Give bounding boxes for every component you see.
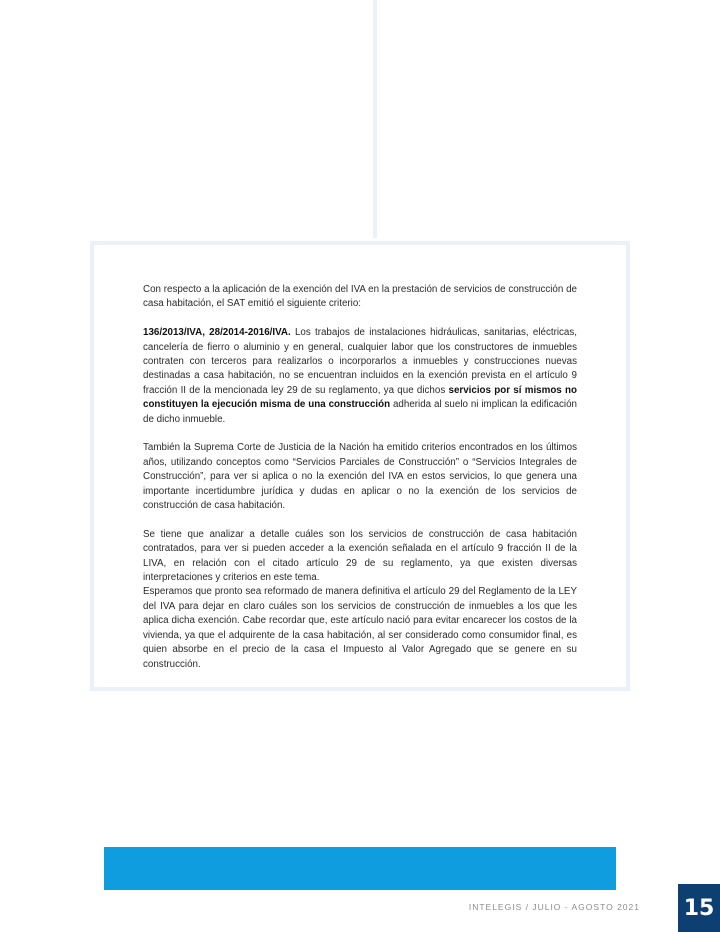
criterion-text-b: adherida al suelo ni implican la edificación de dicho inmueble. [143,399,577,425]
page-number: 15 [678,884,720,932]
criterion-highlight: servicios por sí mismos no constituyen la ejecución misma de una construcción [143,384,577,411]
paragraph-analysis: Se tiene que analizar a detalle cuáles son los servicios de construcción de casa habitación contratados, para ver si pueden acceder a la exención señalada en el artículo 9 fracción II de la LIVA, en relación con el citado artículo 29 de su reglamento, ya que existen diversas interpretaciones y criterios en este tema. [143,528,577,584]
criterion-text-a: Los trabajos de instalaciones hidráulicas, sanitarias, eléctricas, cancelería de fierro o aluminio y en general, cualquier labor que los constructores de inmuebles contraten con terceros para realizarlos o incorporarlos a inmuebles y construcciones nuevas destinadas a casa habitación, no se encuentran incluidos en la exención prevista en el artículo 9 fracción II de la mencionada ley 29 de su reglamento, ya que dichos [143,327,577,396]
vertical-divider-line [373,0,377,238]
publication-footer: INTELEGIS / JULIO - AGOSTO 2021 [468,902,640,912]
paragraph-conclusion: Esperamos que pronto sea reformado de manera definitiva el artículo 29 del Reglamento de la LEY del IVA para dejar en claro cuáles son los servicios de construcción de inmuebles a los que les aplica dicha exención. Cabe recordar que, este artículo nació para evitar encarecer los costos de la vivienda, ya que el adquirente de la casa habitación, al ser considerado como consumidor final, es quien absorbe en el precio de la casa el Impuesto al Valor Agregado que se genere en su construcción. [143,586,577,670]
paragraph-intro: Con respecto a la aplicación de la exención del IVA en la prestación de servicios de construcción de casa habitación, el SAT emitió el siguiente criterio: [143,284,577,310]
accent-band [104,847,616,890]
criterion-codes: 136/2013/IVA, 28/2014-2016/IVA. [143,327,291,339]
paragraph-criterion [143,326,577,427]
article-body [143,283,577,672]
paragraph-supreme-court: También la Suprema Corte de Justicia de la Nación ha emitido criterios encontrados en los últimos años, utilizando conceptos como “Servicios Parciales de Construcción” o “Servicios Integrales de Construcción”, para ver si aplica o no la exención del IVA en estos servicios, lo que genera una importante incertidumbre jurídica y dudas en aplicar o no la exención de los servicios de construcción de casa habitación. [143,442,577,512]
